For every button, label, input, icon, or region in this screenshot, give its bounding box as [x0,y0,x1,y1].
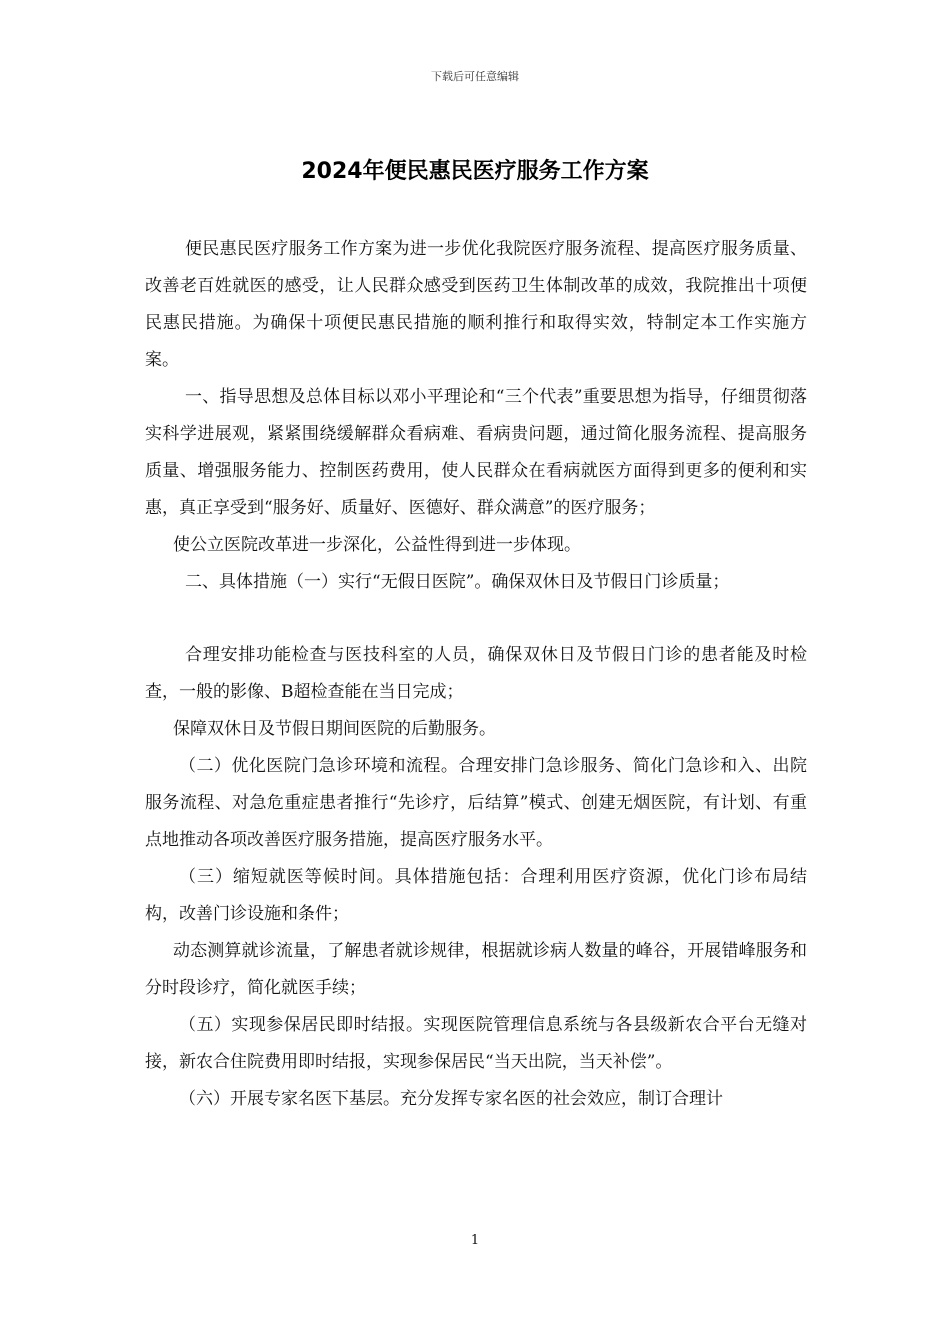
paragraph-flow-measurement: 动态测算就诊流量，了解患者就诊规律，根据就诊病人数量的峰谷，开展错峰服务和分时段诊疗，简化就医手续； [145,941,807,998]
paragraph-measure-2: （二）优化医院门急诊环境和流程。合理安排门急诊服务、简化门急诊和入、出院服务流程、对急危重症患者推行“先诊疗，后结算”模式、创建无烟医院，有计划、有重点地推动各项改善医疗服务措施，提高医疗服务水平。 [145,756,807,850]
paragraph-gap [145,601,807,637]
paragraph-measure-3: （三）缩短就医等候时间。具体措施包括：合理利用医疗资源，优化门诊布局结构，改善门诊设施和条件； [145,867,807,924]
paragraph-measure-6: （六）开展专家名医下基层。充分发挥专家名医的社会效应，制订合理计 [179,1089,723,1109]
paragraph-intro: 便民惠民医疗服务工作方案为进一步优化我院医疗服务流程、提高医疗服务质量、改善老百姓就医的感受，让人民群众感受到医药卫生体制改革的成效，我院推出十项便民惠民措施。为确保十项便民惠民措施的顺利推行和取得实效，特制定本工作实施方案。 [145,239,807,370]
paragraph-reform: 使公立医院改革进一步深化，公益性得到进一步体现。 [173,535,581,555]
paragraph-guiding-principle: 一、指导思想及总体目标以邓小平理论和“三个代表”重要思想为指导，仔细贯彻落实科学进展观，紧紧围绕缓解群众看病难、看病贵问题，通过简化服务流程、提高服务质量、增强服务能力、控制医药费用，使人民群众在看病就医方面得到更多的便利和实惠，真正享受到“服务好、质量好、医德好、群众满意”的医疗服务； [145,387,807,518]
paragraph-measures-heading: 二、具体措施（一）实行“无假日医院”。确保双休日及节假日门诊质量； [185,572,730,592]
paragraph-measure-5: （五）实现参保居民即时结报。实现医院管理信息系统与各县级新农合平台无缝对接，新农合住院费用即时结报，实现参保居民“当天出院，当天补偿”。 [145,1015,807,1072]
paragraph-staffing: 合理安排功能检查与医技科室的人员，确保双休日及节假日门诊的患者能及时检查，一般的影像、B超检查能在当日完成； [145,645,807,702]
document-body [145,231,807,1118]
paragraph-logistics: 保障双休日及节假日期间医院的后勤服务。 [173,719,496,739]
document-title: 2024年便民惠民医疗服务工作方案 [301,159,649,184]
page-number: 1 [470,1233,480,1248]
header-note: 下载后可任意编辑 [431,70,519,83]
